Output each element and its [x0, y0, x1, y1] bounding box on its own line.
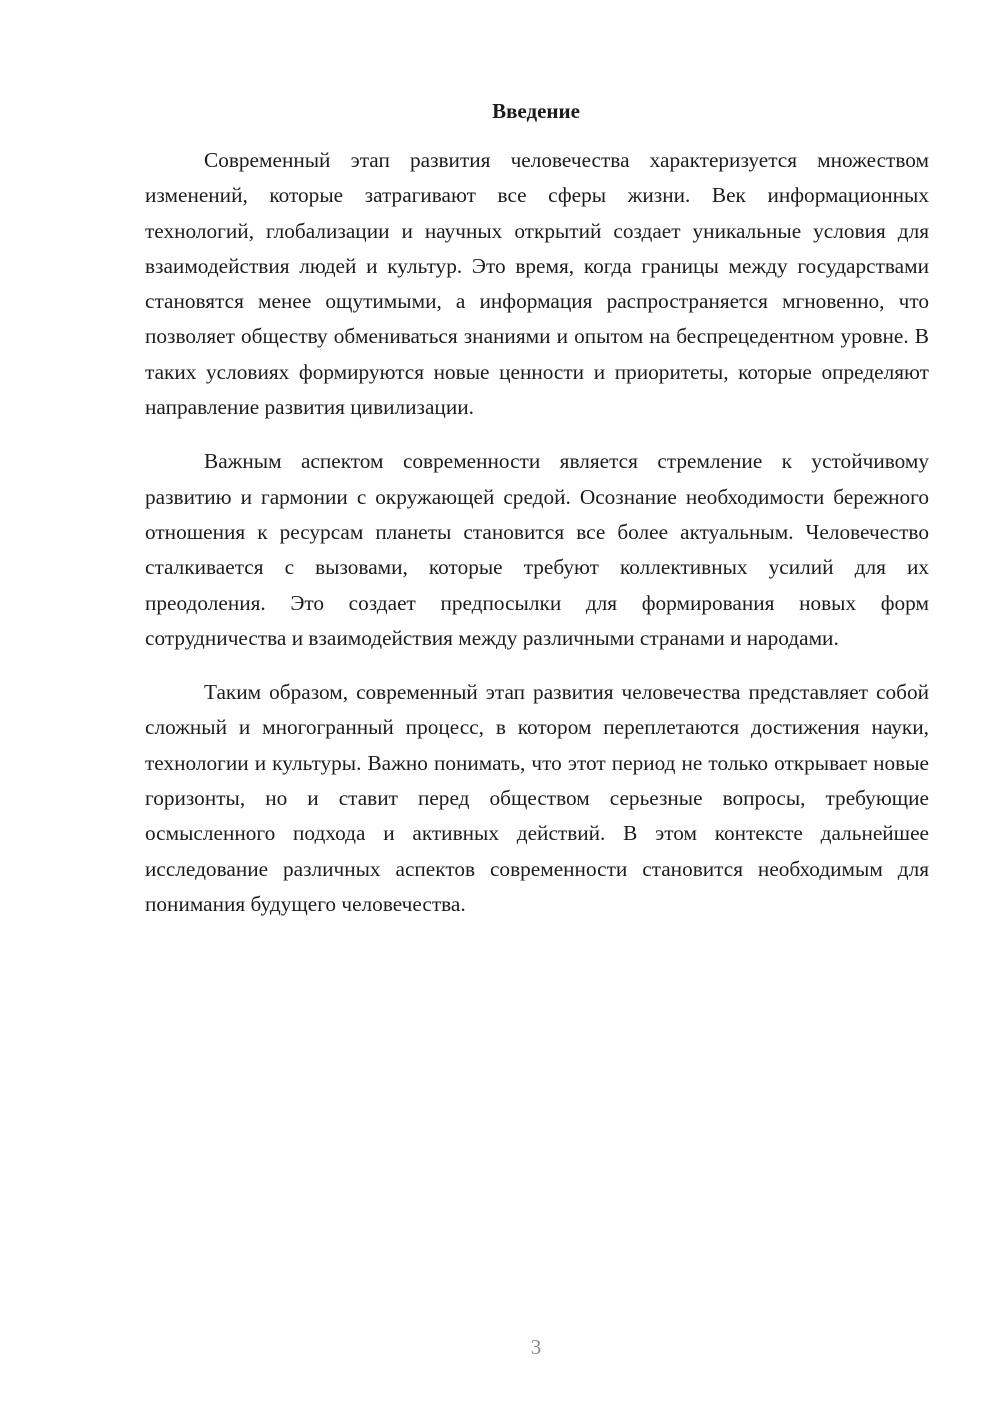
paragraph-3: Таким образом, современный этап развития человечества представляет собой сложный и многогранный процесс, в котором переплетаются достижения науки, технологии и культуры. Важно понимать, что этот период не только открывает новые горизонты, но и ставит перед обществом серьезные вопросы, требующие осмысленного подхода и активных действий. В этом контексте дальнейшее исследование различных аспектов современности становится необходимым для понимания будущего человечества.	[145, 680, 929, 916]
paragraph-2: Важным аспектом современности является стремление к устойчивому развитию и гармонии с окружающей средой. Осознание необходимости бережного отношения к ресурсам планеты становится все более актуальным. Человечество сталкивается с вызовами, которые требуют коллективных усилий для их преодоления. Это создает предпосылки для формирования новых форм сотрудничества и взаимодействия между различными странами и народами.	[145, 449, 929, 650]
body-text	[145, 143, 929, 941]
section-title: Введение	[492, 99, 580, 123]
page-number: 3	[530, 1335, 542, 1359]
paragraph-1: Современный этап развития человечества характеризуется множеством изменений, которые затрагивают все сферы жизни. Век информационных технологий, глобализации и научных открытий создает уникальные условия для взаимодействия людей и культур. Это время, когда границы между государствами становятся менее ощутимыми, а информация распространяется мгновенно, что позволяет обществу обмениваться знаниями и опытом на беспрецедентном уровне. В таких условиях формируются новые ценности и приоритеты, которые определяют направление развития цивилизации.	[145, 148, 929, 420]
